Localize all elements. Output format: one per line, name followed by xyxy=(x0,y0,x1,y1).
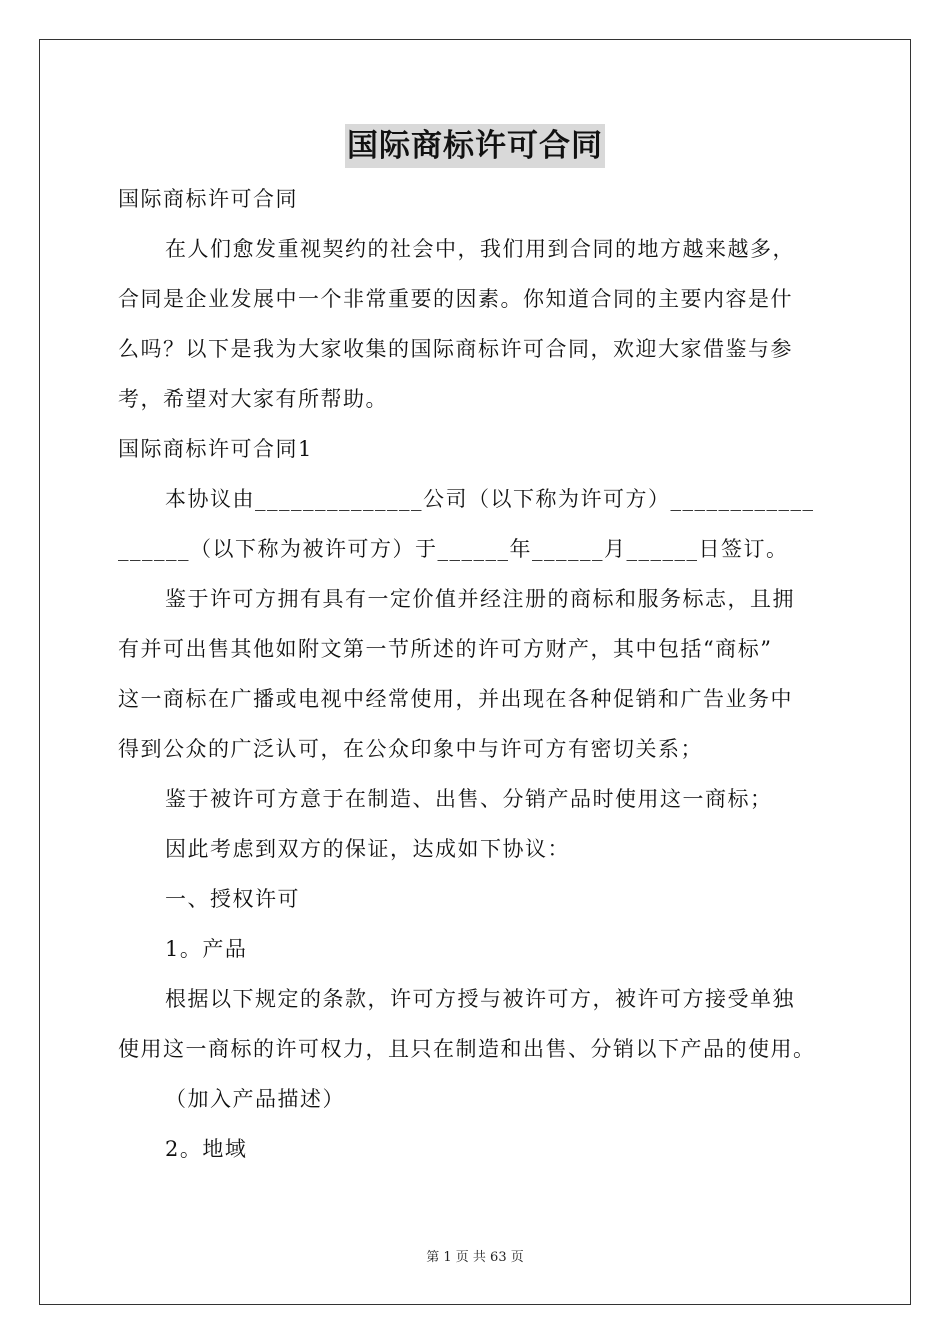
paragraph-line: 考，希望对大家有所帮助。 xyxy=(118,387,388,411)
paragraph-line: 在人们愈发重视契约的社会中，我们用到合同的地方越来越多， xyxy=(165,237,795,261)
paragraph-line: 因此考虑到双方的保证，达成如下协议： xyxy=(165,837,570,861)
clause-subheading: 1。产品 xyxy=(165,937,248,961)
paragraph-line: 鉴于许可方拥有具有一定价值并经注册的商标和服务标志，且拥 xyxy=(165,587,795,611)
heading-line: 国际商标许可合同 xyxy=(118,187,298,211)
paragraph-line: 鉴于被许可方意于在制造、出售、分销产品时使用这一商标； xyxy=(165,787,773,811)
paragraph-line: 根据以下规定的条款，许可方授与被许可方，被许可方接受单独 xyxy=(165,987,795,1011)
paragraph-line: 这一商标在广播或电视中经常使用，并出现在各种促销和广告业务中 xyxy=(118,687,793,711)
title-container xyxy=(0,124,950,168)
paragraph-line: 得到公众的广泛认可，在公众印象中与许可方有密切关系； xyxy=(118,737,703,761)
page-border xyxy=(39,39,911,1305)
document-title: 国际商标许可合同 xyxy=(345,124,605,168)
paragraph-line: 使用这一商标的许可权力，且只在制造和出售、分销以下产品的使用。 xyxy=(118,1037,816,1061)
paragraph-line: 有并可出售其他如附文第一节所述的许可方财产，其中包括“商标” xyxy=(118,637,773,661)
paragraph-line: 本协议由______________公司（以下称为许可方）____________ xyxy=(165,487,815,511)
clause-subheading: 2。地域 xyxy=(165,1137,248,1161)
paragraph-line: 么吗？以下是我为大家收集的国际商标许可合同，欢迎大家借鉴与参 xyxy=(118,337,793,361)
paragraph-line: ______（以下称为被许可方）于______年______月______日签订。 xyxy=(118,537,789,561)
page-number-footer: 第 1 页 共 63 页 xyxy=(426,1250,524,1265)
section-heading: 国际商标许可合同1 xyxy=(118,437,313,461)
paragraph-line: 合同是企业发展中一个非常重要的因素。你知道合同的主要内容是什 xyxy=(118,287,793,311)
clause-heading: 一、授权许可 xyxy=(165,887,300,911)
paragraph-line: （加入产品描述） xyxy=(165,1087,345,1111)
